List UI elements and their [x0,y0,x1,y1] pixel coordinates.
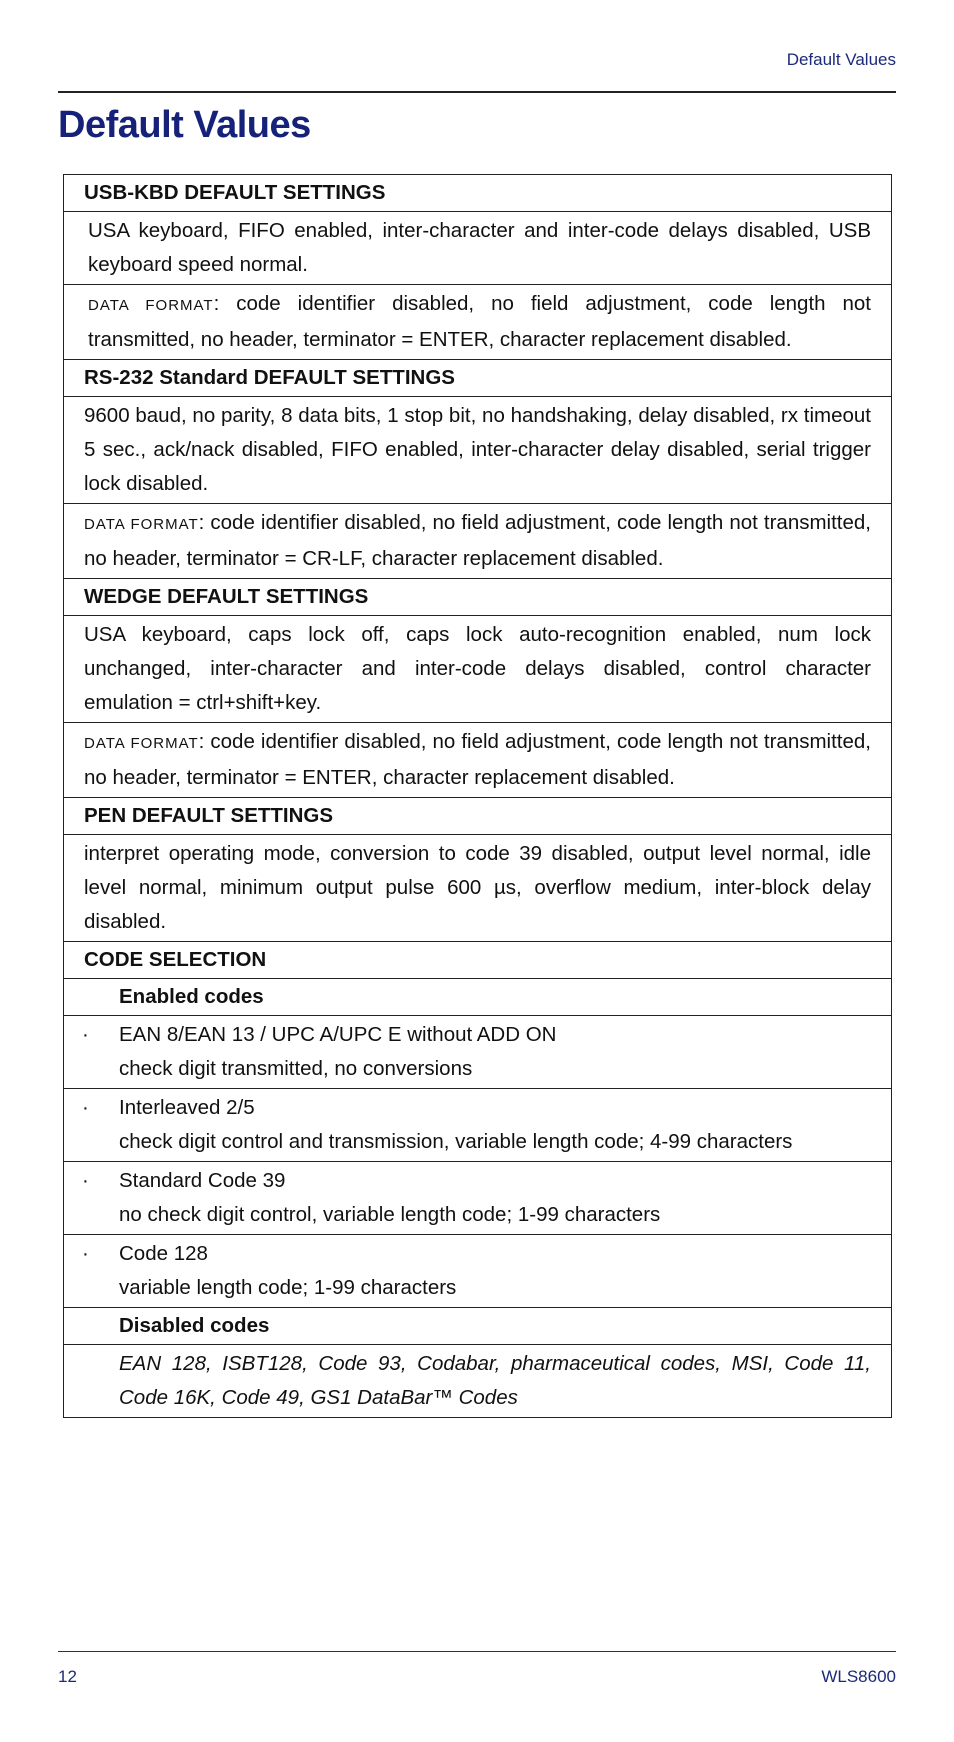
wedge-settings-row [64,616,892,723]
enabled-codes-heading: Enabled codes [64,979,892,1016]
data-format-label: DATA FORMAT [88,297,214,314]
running-head-title: Default Values [786,50,896,69]
wedge-format-row [64,723,892,798]
pen-heading: PEN DEFAULT SETTINGS [64,798,892,835]
usb-heading-row [64,175,892,212]
disabled-codes-list: EAN 128, ISBT128, Code 93, Codabar, pharmaceutical codes, MSI, Code 11, Code 16K, Code 49, GS1 DataBar™ Codes [64,1345,892,1418]
pen-heading-row [64,798,892,835]
code-detail: check digit control and transmission, variable length code; 4-99 characters [119,1130,793,1153]
usb-settings: USA keyboard, FIFO enabled, inter-character and inter-code delays disabled, USB keyboard speed normal. [64,212,892,285]
code-name: EAN 8/EAN 13 / UPC A/UPC E without ADD ON [119,1023,557,1046]
rs232-format-row [64,504,892,579]
code-detail: variable length code; 1-99 characters [119,1276,457,1299]
page-number: 12 [58,1667,77,1686]
page-title: Default Values [58,104,311,146]
rs232-data-format [64,504,892,579]
enabled-code-row [64,1089,892,1162]
data-format-text: : code identifier disabled, no field adjustment, code length not transmitted, no header, terminator = CR-LF, character replacement disabled. [84,511,871,570]
enabled-code-item [64,1016,892,1089]
bullet-icon: · [82,1169,89,1192]
code-selection-heading-row [64,942,892,979]
enabled-code-row [64,1162,892,1235]
code-selection-heading: CODE SELECTION [64,942,892,979]
data-format-label: DATA FORMAT [84,735,199,752]
enabled-codes-heading-row [64,979,892,1016]
data-format-label: DATA FORMAT [84,516,199,533]
bullet-icon: · [82,1096,89,1119]
wedge-data-format [64,723,892,798]
default-settings-table [63,174,892,1418]
disabled-codes-heading: Disabled codes [64,1308,892,1345]
footer-divider [58,1651,896,1652]
rs232-settings: 9600 baud, no parity, 8 data bits, 1 stop bit, no handshaking, delay disabled, rx timeout 5 sec., ack/nack disabled, FIFO enabled, inter-character delay disabled, serial trigger lock disabled. [64,397,892,504]
header-divider [58,91,896,93]
enabled-code-row [64,1235,892,1308]
enabled-code-item [64,1089,892,1162]
pen-settings-row [64,835,892,942]
code-name: Code 128 [119,1242,208,1265]
enabled-code-item [64,1162,892,1235]
wedge-heading-row [64,579,892,616]
bullet-icon: · [82,1023,89,1046]
rs232-settings-row [64,397,892,504]
usb-format-row [64,285,892,360]
disabled-codes-row [64,1345,892,1418]
data-format-text: : code identifier disabled, no field adjustment, code length not transmitted, no header, terminator = ENTER, character replacement disabled. [84,730,871,789]
disabled-codes-heading-row [64,1308,892,1345]
wedge-heading: WEDGE DEFAULT SETTINGS [64,579,892,616]
code-detail: no check digit control, variable length code; 1-99 characters [119,1203,661,1226]
enabled-code-item [64,1235,892,1308]
rs232-heading: RS-232 Standard DEFAULT SETTINGS [64,360,892,397]
usb-settings-row [64,212,892,285]
usb-heading: USB-KBD DEFAULT SETTINGS [64,175,892,212]
enabled-code-row [64,1016,892,1089]
data-format-text: : code identifier disabled, no field adjustment, code length not transmitted, no header, terminator = ENTER, character replacement disabled. [88,292,871,351]
code-detail: check digit transmitted, no conversions [119,1057,473,1080]
usb-data-format [64,285,892,360]
pen-settings: interpret operating mode, conversion to code 39 disabled, output level normal, idle level normal, minimum output pulse 600 µs, overflow medium, inter-block delay disabled. [64,835,892,942]
code-name: Standard Code 39 [119,1169,286,1192]
wedge-settings: USA keyboard, caps lock off, caps lock auto-recognition enabled, num lock unchanged, inter-character and inter-code delays disabled, control character emulation = ctrl+shift+key. [64,616,892,723]
code-name: Interleaved 2/5 [119,1096,255,1119]
bullet-icon: · [82,1242,89,1265]
model-name: WLS8600 [821,1667,896,1686]
rs232-heading-row [64,360,892,397]
